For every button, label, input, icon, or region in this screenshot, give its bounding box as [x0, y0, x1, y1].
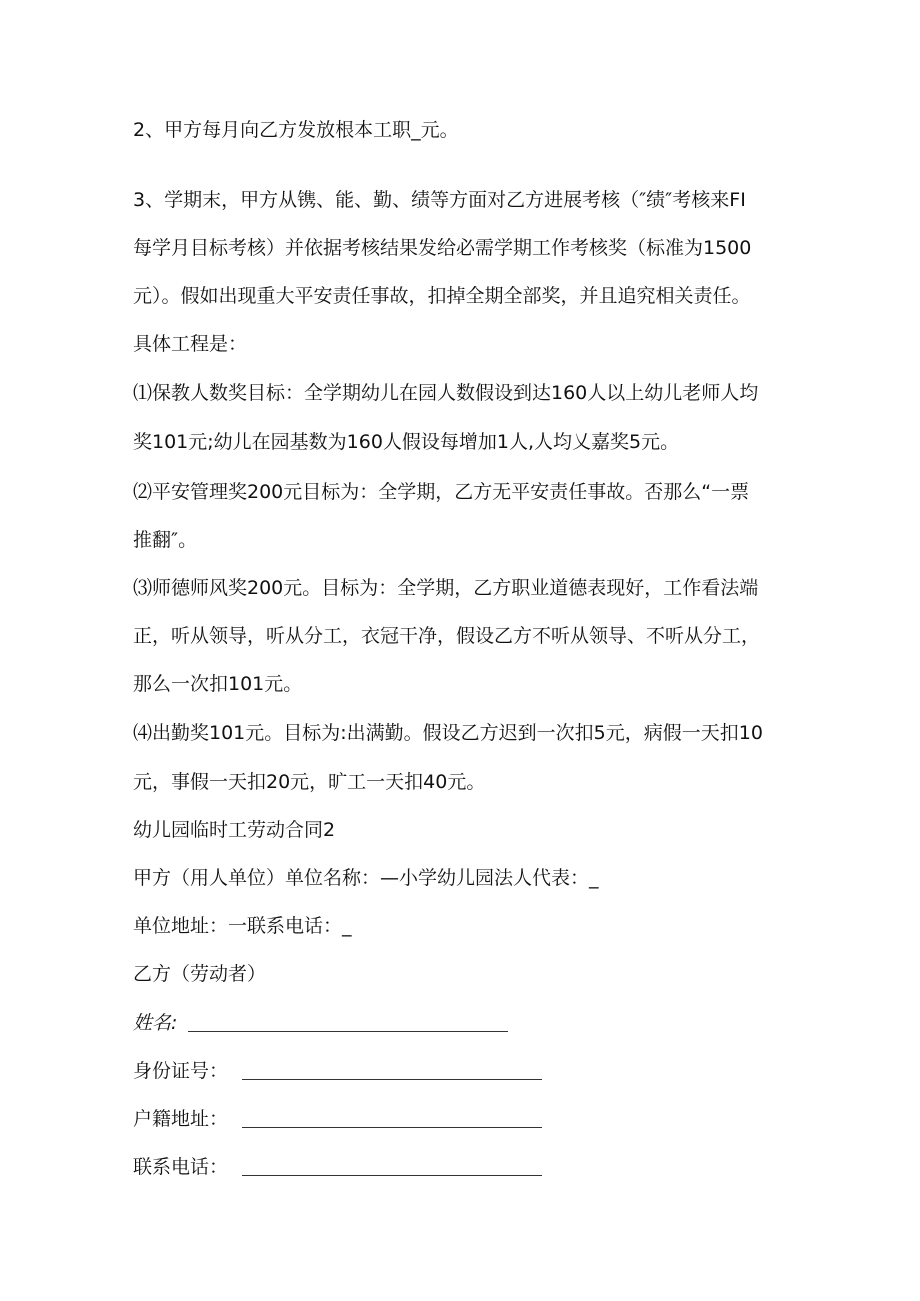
list-item-line: ⑵平安管理奖200元目标为：全学期，乙方无平安责任事故。否那么“一票: [133, 481, 750, 503]
list-item-line: ⑶师德师风奖200元。目标为：全学期，乙方职业道德表现好，工作看法端: [133, 577, 759, 599]
list-item-line: 那么一次扣101元。: [133, 673, 303, 695]
list-item-line: 奖101元;幼儿在园基数为160人假设每增加1人,人均乂嘉奖5元。: [133, 431, 680, 453]
contract-title: 幼儿园临时工劳动合同2: [133, 819, 336, 841]
household-address-field[interactable]: [242, 1127, 542, 1128]
paragraph-line: 3、学期末，甲方从镌、能、勤、绩等方面对乙方进展考核（″绩″考核来FI: [133, 189, 746, 211]
list-item-line: 正，听从领导，听从分工，衣冠干净，假设乙方不听从领导、不听从分工，: [133, 625, 761, 647]
phone-label: 联系电话：: [133, 1156, 229, 1178]
unit-address-line: 单位地址：一联系电话：_: [133, 915, 352, 937]
list-item-line: 元，事假一天扣20元，旷工一天扣40元。: [133, 771, 486, 793]
paragraph-line: 每学月目标考核）并依据考核结果发给必需学期工作考核奖（标准为1500: [133, 237, 752, 259]
party-b-line: 乙方（劳动者）: [133, 963, 267, 985]
phone-field[interactable]: [242, 1175, 542, 1176]
party-a-line: 甲方（用人单位）单位名称：—小学幼儿园法人代表：_: [133, 867, 599, 889]
name-field[interactable]: [188, 1031, 508, 1032]
id-number-field[interactable]: [242, 1079, 542, 1080]
paragraph-line: 具体工程是：: [133, 333, 248, 355]
paragraph-line: 元）。假如出现重大平安责任事故，扣掉全期全部奖，并且追究相关责任。: [133, 285, 751, 307]
paragraph-line: 2、甲方每月向乙方发放根本工职_元。: [133, 119, 459, 141]
list-item-line: ⑴保教人数奖目标：全学期幼儿在园人数假设到达160人以上幼儿老师人均: [133, 382, 759, 404]
list-item-line: 推翻″。: [133, 529, 198, 551]
name-label: 姓名:: [133, 1012, 178, 1034]
list-item-line: ⑷出勤奖101元。目标为:出满勤。假设乙方迟到一次扣5元，病假一天扣10: [133, 722, 763, 744]
id-number-label: 身份证号：: [133, 1060, 229, 1082]
household-address-label: 户籍地址：: [133, 1108, 229, 1130]
